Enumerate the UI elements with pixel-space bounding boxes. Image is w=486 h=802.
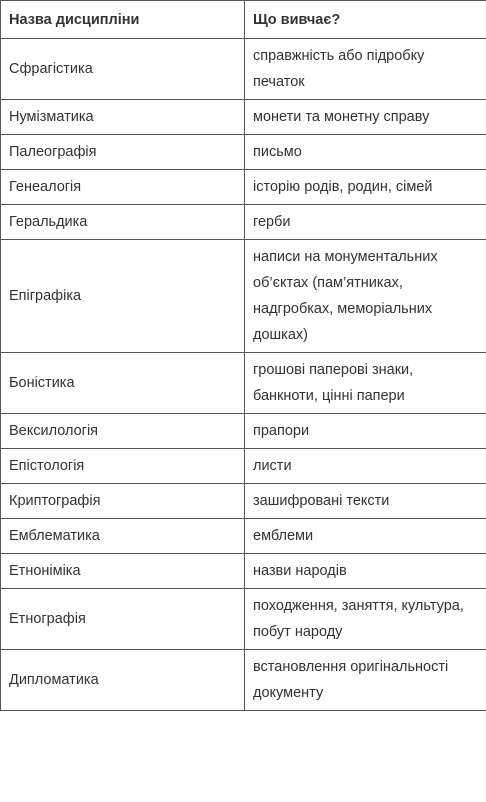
studies-cell: герби [245,205,486,240]
studies-cell: емблеми [245,519,486,554]
discipline-cell: Епіграфіка [1,240,245,353]
studies-cell: назви народів [245,554,486,589]
table-row [1,554,486,589]
table-row [1,414,486,449]
discipline-cell: Вексилологія [1,414,245,449]
table-row [1,39,486,100]
table-row [1,449,486,484]
discipline-cell: Епістологія [1,449,245,484]
studies-cell: справжність або підробку печаток [245,39,486,100]
studies-cell: історію родів, родин, сімей [245,170,486,205]
studies-cell: листи [245,449,486,484]
table-row [1,170,486,205]
discipline-cell: Боністика [1,353,245,414]
table-row [1,519,486,554]
header-what-studies: Що вивчає? [245,1,486,39]
discipline-cell: Сфрагістика [1,39,245,100]
studies-cell: монети та монетну справу [245,100,486,135]
table-row [1,650,486,711]
discipline-cell: Етнографія [1,589,245,650]
discipline-cell: Нумізматика [1,100,245,135]
discipline-cell: Палеографія [1,135,245,170]
studies-cell: прапори [245,414,486,449]
header-discipline-name: Назва дисципліни [1,1,245,39]
studies-cell: грошові паперові знаки, банкноти, цінні папери [245,353,486,414]
table-header-row [1,1,486,39]
table-row [1,353,486,414]
studies-cell: написи на монументальних об’єктах (пам’ятниках, надгробках, меморіальних дошках) [245,240,486,353]
discipline-cell: Геральдика [1,205,245,240]
discipline-cell: Етноніміка [1,554,245,589]
studies-cell: зашифровані тексти [245,484,486,519]
discipline-cell: Криптографія [1,484,245,519]
discipline-cell: Дипломатика [1,650,245,711]
studies-cell: письмо [245,135,486,170]
table-row [1,240,486,353]
studies-cell: встановлення оригінальності документу [245,650,486,711]
studies-cell: походження, заняття, культура, побут народу [245,589,486,650]
table-row [1,484,486,519]
table-row [1,205,486,240]
discipline-cell: Емблематика [1,519,245,554]
table-row [1,135,486,170]
discipline-cell: Генеалогія [1,170,245,205]
table-row [1,100,486,135]
table-row [1,589,486,650]
